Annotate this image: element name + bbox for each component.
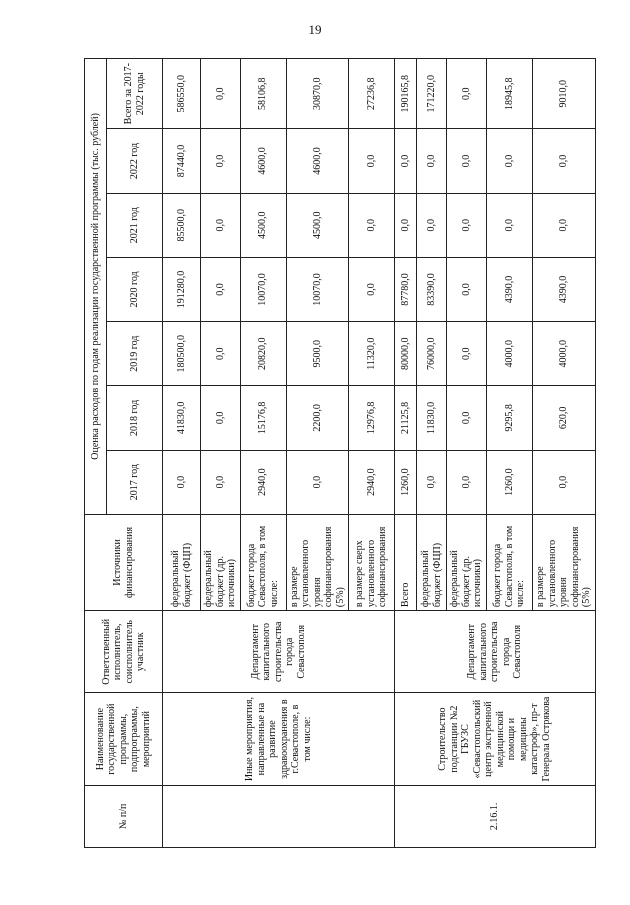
row-responsible: Департамент капитального строительства города Севастополя (163, 611, 395, 693)
cell-value: 0,0 (447, 386, 487, 450)
cell-value: 190165,8 (395, 59, 417, 129)
cell-value: 11320,0 (349, 322, 395, 386)
cell-value: 10070,0 (240, 257, 286, 321)
row-source: федеральный бюджет (др. источники) (447, 514, 487, 610)
cell-value: 0,0 (447, 322, 487, 386)
cell-value: 0,0 (201, 129, 241, 193)
cell-value: 85500,0 (163, 193, 201, 257)
cell-value: 620,0 (533, 386, 596, 450)
cell-value: 180500,0 (163, 322, 201, 386)
cell-value: 0,0 (487, 193, 533, 257)
cell-value: 2940,0 (349, 450, 395, 514)
cell-value: 0,0 (447, 257, 487, 321)
cell-value: 1260,0 (395, 450, 417, 514)
cell-value: 83390,0 (417, 257, 447, 321)
cell-value: 18945,8 (487, 59, 533, 129)
cell-value: 4390,0 (487, 257, 533, 321)
cell-value: 2940,0 (240, 450, 286, 514)
header-year: 2022 год (107, 129, 163, 193)
cell-value: 0,0 (201, 450, 241, 514)
cell-value: 0,0 (349, 129, 395, 193)
cell-value: 171220,0 (417, 59, 447, 129)
row-source: федеральный бюджет (ФЦП) (163, 514, 201, 610)
cell-value: 0,0 (487, 129, 533, 193)
row-responsible: Департамент капитального строительства города Севастополя (395, 611, 596, 693)
cell-value: 0,0 (417, 129, 447, 193)
cell-value: 4600,0 (286, 129, 349, 193)
cell-value: 30870,0 (286, 59, 349, 129)
cell-value: 87780,0 (395, 257, 417, 321)
header-name: Наименование государственной программы, подпрограммы, мероприятий (85, 693, 163, 785)
cell-value: 0,0 (417, 450, 447, 514)
header-year: 2020 год (107, 257, 163, 321)
cell-value: 0,0 (447, 450, 487, 514)
header-source: Источники финансирования (85, 514, 163, 610)
cell-value: 87440,0 (163, 129, 201, 193)
header-estimate: Оценка расходов по годам реализации государственной программы (тыс. рублей) (85, 59, 107, 515)
header-year: 2017 год (107, 450, 163, 514)
row-source: Всего (395, 514, 417, 610)
header-year: 2018 год (107, 386, 163, 450)
rotated-table-wrapper (84, 58, 592, 848)
cell-value: 0,0 (395, 129, 417, 193)
cell-value: 0,0 (533, 450, 596, 514)
cell-value: 2200,0 (286, 386, 349, 450)
cell-value: 0,0 (286, 450, 349, 514)
cell-value: 1260,0 (487, 450, 533, 514)
cell-value: 0,0 (417, 193, 447, 257)
row-source: федеральный бюджет (ФЦП) (417, 514, 447, 610)
cell-value: 191280,0 (163, 257, 201, 321)
cell-value: 0,0 (349, 257, 395, 321)
row-source: федеральный бюджет (др. источники) (201, 514, 241, 610)
cell-value: 12976,8 (349, 386, 395, 450)
page-number: 19 (308, 22, 322, 37)
row-source: бюджет города Севастополя, в том числе: (487, 514, 533, 610)
cell-value: 4000,0 (487, 322, 533, 386)
header-total: Всего за 2017-2022 годы (107, 59, 163, 129)
cell-value: 0,0 (201, 386, 241, 450)
cell-value: 80000,0 (395, 322, 417, 386)
row-num: 2.16.1. (395, 785, 596, 847)
cell-value: 0,0 (163, 450, 201, 514)
row-source: бюджет города Севастополя, в том числе: (240, 514, 286, 610)
table-row (163, 59, 201, 848)
cell-value: 4390,0 (533, 257, 596, 321)
cell-value: 4500,0 (286, 193, 349, 257)
header-year: 2021 год (107, 193, 163, 257)
cell-value: 21125,8 (395, 386, 417, 450)
financing-table (84, 58, 596, 848)
cell-value: 11830,0 (417, 386, 447, 450)
cell-value: 0,0 (533, 129, 596, 193)
cell-value: 586550,0 (163, 59, 201, 129)
row-name: Иные мероприятия, направленные на развитие здравоохранения в г.Севастополе, в том числе: (163, 693, 395, 785)
cell-value: 27236,8 (349, 59, 395, 129)
cell-value: 0,0 (201, 193, 241, 257)
cell-value: 0,0 (201, 257, 241, 321)
row-num (163, 785, 395, 847)
cell-value: 15176,8 (240, 386, 286, 450)
row-name: Строительство подстанции №2 ГБУЗС «Севастопольский центр экстренной медицинской помощи и медицины катастроф», пр-т Генерала Острякова (395, 693, 596, 785)
cell-value: 0,0 (349, 193, 395, 257)
cell-value: 4600,0 (240, 129, 286, 193)
row-source: в размере установленного уровня софинансирования (5%) (533, 514, 596, 610)
cell-value: 10070,0 (286, 257, 349, 321)
cell-value: 9295,8 (487, 386, 533, 450)
cell-value: 9500,0 (286, 322, 349, 386)
cell-value: 76000,0 (417, 322, 447, 386)
table-row (395, 59, 417, 848)
cell-value: 58106,8 (240, 59, 286, 129)
cell-value: 0,0 (533, 193, 596, 257)
cell-value: 4000,0 (533, 322, 596, 386)
header-year: 2019 год (107, 322, 163, 386)
cell-value: 4500,0 (240, 193, 286, 257)
cell-value: 0,0 (447, 193, 487, 257)
cell-value: 0,0 (447, 129, 487, 193)
cell-value: 0,0 (395, 193, 417, 257)
cell-value: 0,0 (201, 59, 241, 129)
cell-value: 0,0 (201, 322, 241, 386)
cell-value: 20820,0 (240, 322, 286, 386)
row-source: в размере установленного уровня софинансирования (5%) (286, 514, 349, 610)
cell-value: 9010,0 (533, 59, 596, 129)
cell-value: 41830,0 (163, 386, 201, 450)
header-num: № п/п (85, 785, 163, 847)
header-responsible: Ответственный исполнитель, соисполнитель участник (85, 611, 163, 693)
row-source: в размере сверх установленного софинансирования (349, 514, 395, 610)
cell-value: 0,0 (447, 59, 487, 129)
